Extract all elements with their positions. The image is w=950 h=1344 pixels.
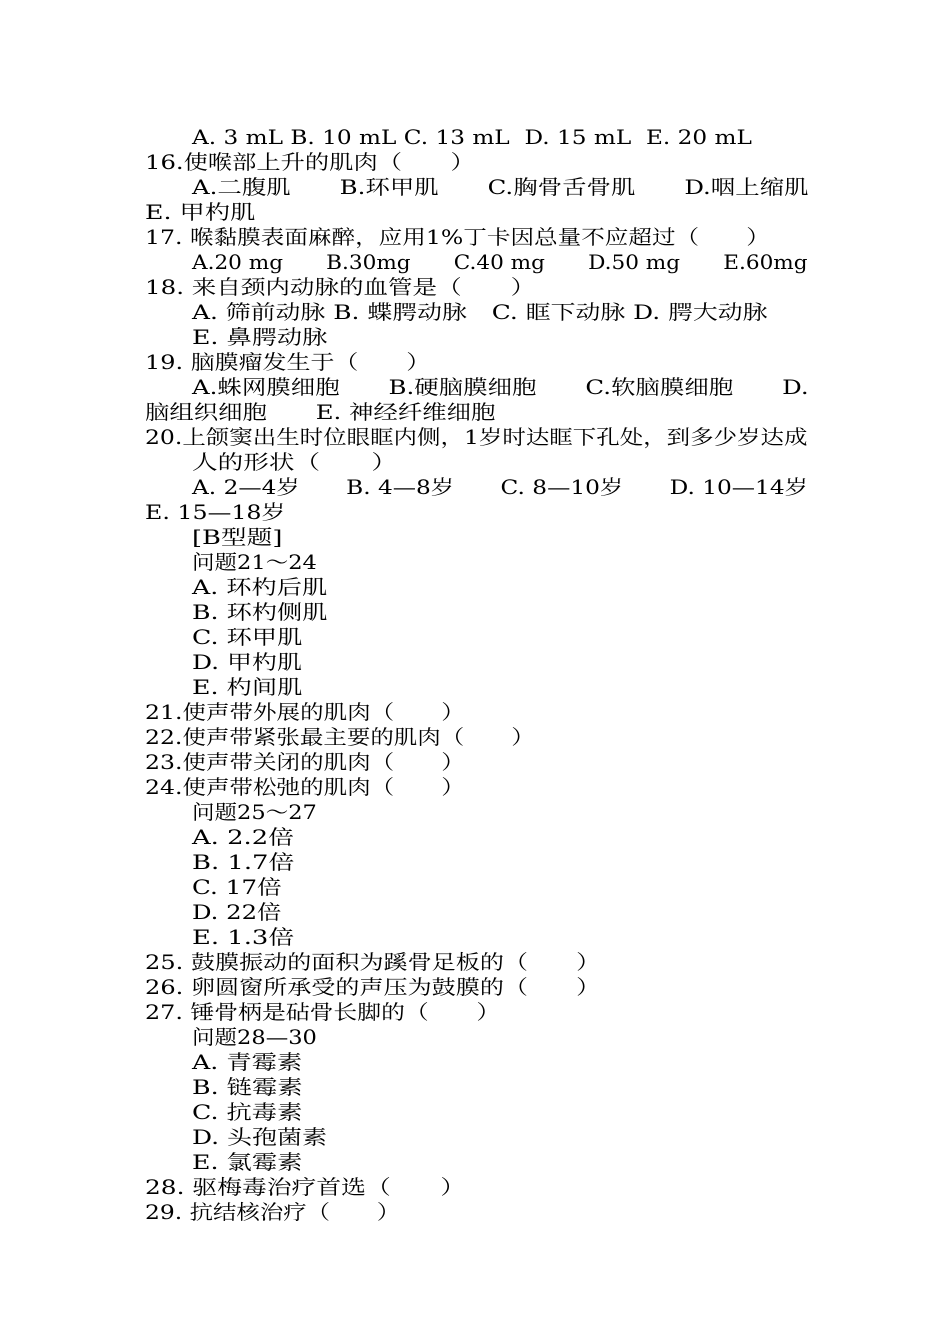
question-group-25-27: 问题25～27 <box>192 800 317 824</box>
question-23: 23.使声带关闭的肌肉（ ） <box>145 750 465 774</box>
answer-options-15: A. 3 mL B. 10 mL C. 13 mL D. 15 mL E. 20 mL <box>192 125 752 149</box>
shared-option-d: D. 22倍 <box>192 900 282 924</box>
answer-options-16-cont: E. 甲杓肌 <box>145 200 256 224</box>
question-28: 28. 驱梅毒治疗首选（ ） <box>145 1175 466 1199</box>
shared-option-e: E. 1.3倍 <box>192 925 295 949</box>
shared-option-a: A. 青霉素 <box>192 1050 303 1074</box>
question-26: 26. 卵圆窗所承受的声压为鼓膜的（ ） <box>145 975 601 999</box>
answer-options-18-cont: E. 鼻腭动脉 <box>192 325 328 349</box>
shared-option-b: B. 1.7倍 <box>192 850 295 874</box>
question-19: 19. 脑膜瘤发生于（ ） <box>145 350 431 374</box>
question-group-21-24: 问题21～24 <box>192 550 317 574</box>
shared-option-a: A. 环杓后肌 <box>192 575 328 599</box>
section-heading-b-type: [B型题] <box>192 525 283 549</box>
shared-option-c: C. 抗毒素 <box>192 1100 303 1124</box>
question-22: 22.使声带紧张最主要的肌肉（ ） <box>145 725 535 749</box>
answer-options-17: A.20 mg B.30mg C.40 mg D.50 mg E.60mg <box>192 250 808 274</box>
question-25: 25. 鼓膜振动的面积为蹊骨足板的（ ） <box>145 950 601 974</box>
shared-option-c: C. 17倍 <box>192 875 282 899</box>
question-29: 29. 抗结核治疗（ ） <box>145 1200 401 1224</box>
answer-options-20-cont: E. 15—18岁 <box>145 500 286 524</box>
question-27: 27. 锤骨柄是砧骨长脚的（ ） <box>145 1000 501 1024</box>
question-24: 24.使声带松弛的肌肉（ ） <box>145 775 465 799</box>
question-17: 17. 喉黏膜表面麻醉，应用1%丁卡因总量不应超过（ ） <box>145 225 770 249</box>
question-20-cont: 人的形状（ ） <box>192 450 397 474</box>
answer-options-16: A.二腹肌 B.环甲肌 C.胸骨舌骨肌 D.咽上缩肌 <box>192 175 809 199</box>
question-21: 21.使声带外展的肌肉（ ） <box>145 700 465 724</box>
shared-option-d: D. 甲杓肌 <box>192 650 303 674</box>
shared-option-b: B. 链霉素 <box>192 1075 303 1099</box>
question-20: 20.上颌窦出生时位眼眶内侧，1岁时达眶下孔处，到多少岁达成 <box>145 425 808 449</box>
shared-option-e: E. 氯霉素 <box>192 1150 303 1174</box>
shared-option-a: A. 2.2倍 <box>192 825 294 849</box>
question-18: 18. 来自颈内动脉的血管是（ ） <box>145 275 536 299</box>
question-16: 16.使喉部上升的肌肉（ ） <box>145 150 475 174</box>
shared-option-c: C. 环甲肌 <box>192 625 303 649</box>
question-group-28-30: 问题28—30 <box>192 1025 317 1049</box>
shared-option-d: D. 头孢菌素 <box>192 1125 328 1149</box>
answer-options-19: A.蛛网膜细胞 B.硬脑膜细胞 C.软脑膜细胞 D. <box>192 375 809 399</box>
answer-options-19-cont: 脑组织细胞 E. 神经纤维细胞 <box>145 400 496 424</box>
answer-options-18: A. 筛前动脉 B. 蝶腭动脉 C. 眶下动脉 D. 腭大动脉 <box>192 300 768 324</box>
answer-options-20: A. 2—4岁 B. 4—8岁 C. 8—10岁 D. 10—14岁 <box>192 475 808 499</box>
shared-option-b: B. 环杓侧肌 <box>192 600 328 624</box>
shared-option-e: E. 杓间肌 <box>192 675 303 699</box>
